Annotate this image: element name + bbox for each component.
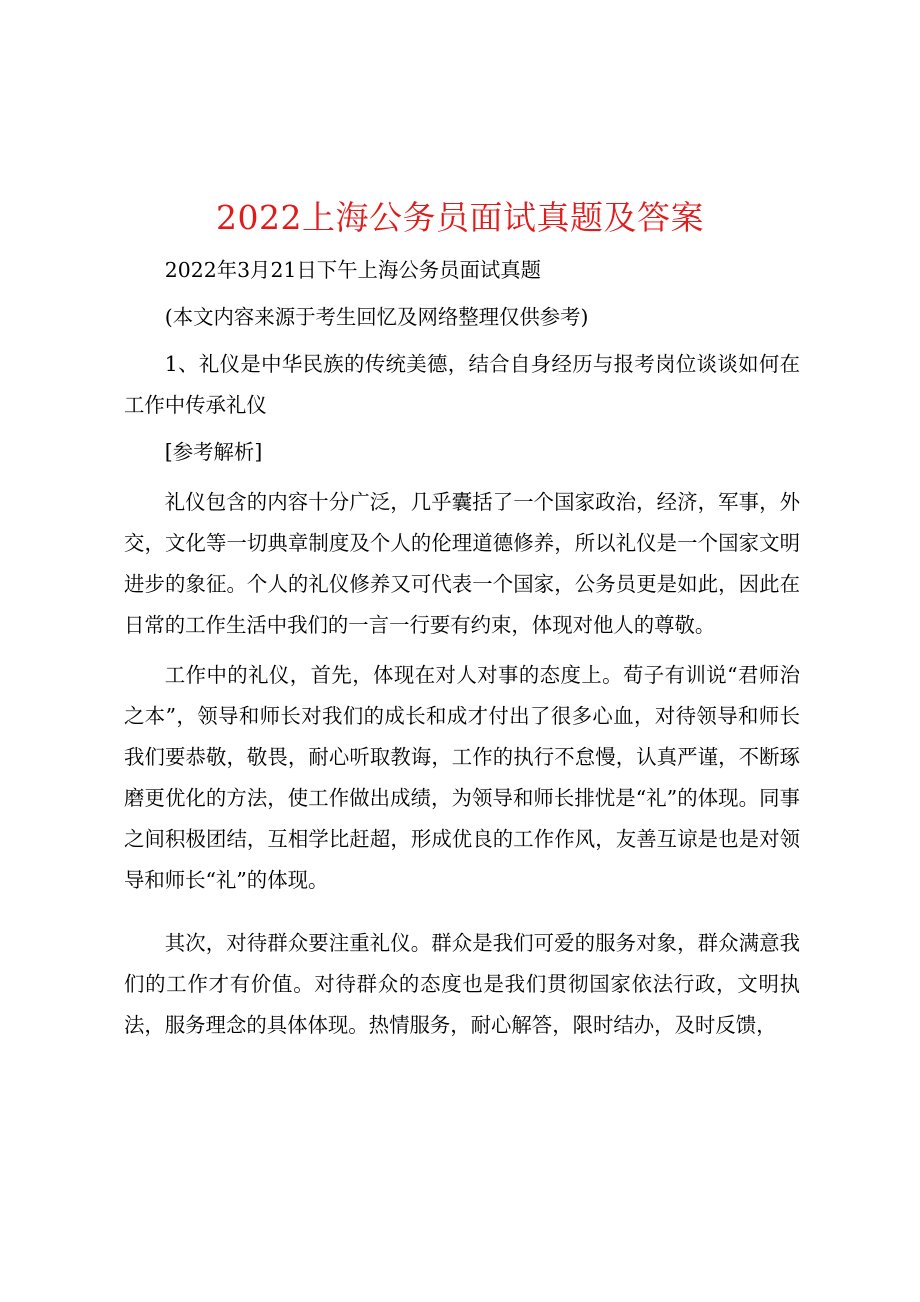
paragraph-analysis-label: [参考解析] — [164, 440, 263, 464]
paragraph-exam-date: 2022年3月21日下午上海公务员面试真题 — [164, 258, 542, 282]
document-body — [124, 250, 800, 1046]
paragraph-question-1: 1、礼仪是中华民族的传统美德，结合自身经历与报考岗位谈谈如何在工作中传承礼仪 — [124, 352, 800, 417]
document-title: 2022上海公务员面试真题及答案 — [216, 198, 704, 237]
paragraph-source-note: (本文内容来源于考生回忆及网络整理仅供参考) — [164, 305, 589, 329]
paragraph-answer-first: 工作中的礼仪，首先，体现在对人对事的态度上。荀子有训说“君师治之本”，领导和师长对我们的成长和成才付出了很多心血，对待领导和师长我们要恭敬，敬畏，耐心听取教诲，工作的执行不怠慢，认真严谨，不断琢磨更优化的方法，使工作做出成绩，为领导和师长排忧是“礼”的体现。同事之间积极团结，互相学比赶超，形成优良的工作作风，友善互谅是也是对领导和师长“礼”的体现。 — [124, 663, 800, 892]
paragraph-answer-second: 其次，对待群众要注重礼仪。群众是我们可爱的服务对象，群众满意我们的工作才有价值。对待群众的态度也是我们贯彻国家依法行政，文明执法，服务理念的具体体现。热情服务，耐心解答，限时结办，及时反馈， — [124, 931, 800, 1037]
paragraph-answer-intro: 礼仪包含的内容十分广泛，几乎囊括了一个国家政治，经济，军事，外交，文化等一切典章制度及个人的伦理道德修养，所以礼仪是一个国家文明进步的象征。个人的礼仪修养又可代表一个国家，公务员更是如此，因此在日常的工作生活中我们的一言一行要有约束，体现对他人的尊敬。 — [124, 490, 800, 637]
